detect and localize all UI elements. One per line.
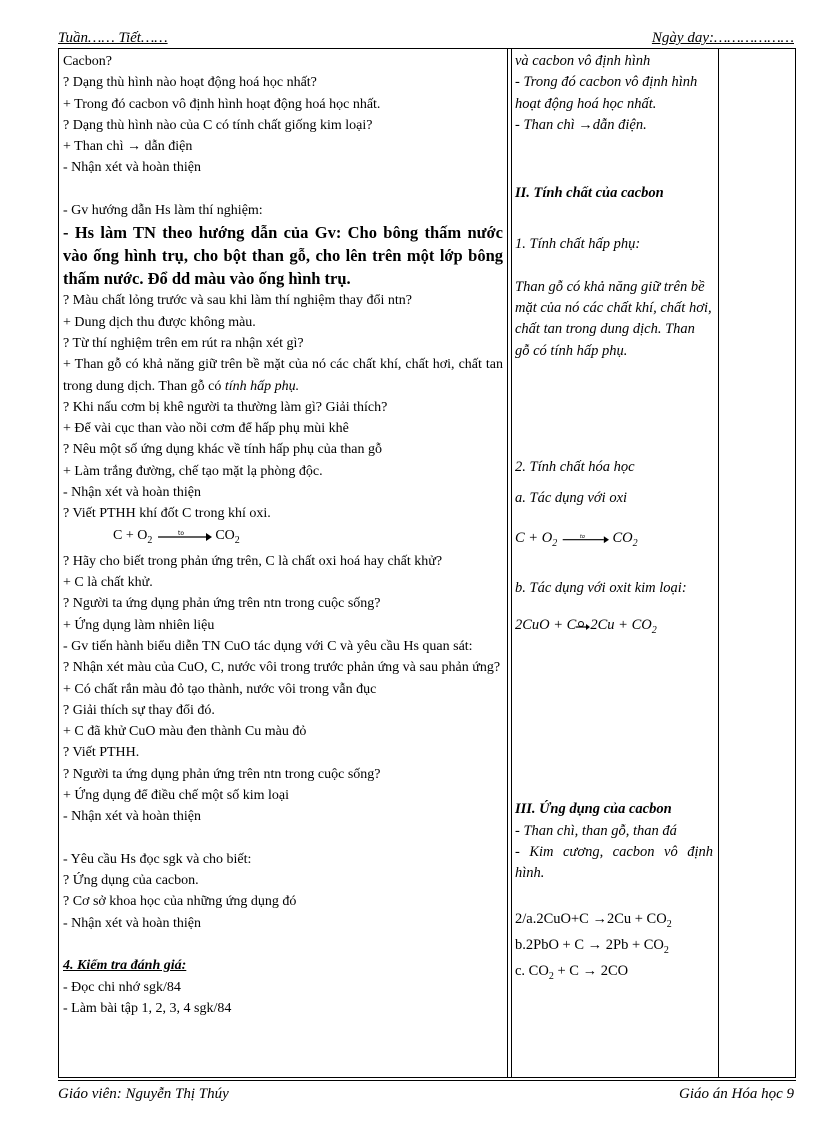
subscript: 2	[666, 918, 672, 930]
answer-text: 2/a.2CuO+C →2Cu + CO	[515, 910, 667, 927]
heat-arrow-icon	[576, 620, 590, 632]
text-line: - Đọc chi nhớ sgk/84	[63, 979, 181, 995]
text-line: + Than chì → dẫn điện	[63, 139, 193, 155]
text-line: - Nhận xét và hoàn thiện	[63, 915, 202, 931]
assessment-title: 4. Kiểm tra đánh giá:	[63, 958, 187, 974]
text-line: + Trong đó cacbon vô định hình hoạt động hoá học nhất.	[63, 96, 381, 112]
subsection-oxygen: a. Tác dụng với oxi	[515, 490, 628, 507]
text-line: ? Dạng thù hình nào hoạt động hoá học nhất?	[63, 75, 317, 91]
answer-text: + C → 2CO	[557, 962, 629, 979]
experiment-instruction: - Hs làm TN theo hướng dẫn của Gv: Cho bông thấm nước vào ống hình trụ, cho bột than gỗ, cho lên trên một lớp bông thấm nước. Đổ dd màu vào ống hình trụ.	[63, 223, 503, 289]
equation-reactants: 2CuO + C	[515, 617, 577, 634]
text-line: + Ứng dụng để điều chế một số kim loại	[63, 788, 290, 803]
subscript: 2	[548, 970, 554, 982]
text-line: ? Viết PTHH khí đốt C trong khí oxi.	[63, 506, 271, 522]
text-line: - Nhận xét và hoàn thiện	[63, 485, 202, 501]
text-line: - Nhận xét và hoàn thiện	[63, 809, 202, 825]
text-line: ? Dạng thù hình nào của C có tính chất giống kim loại?	[63, 117, 373, 133]
text-line: ? Giải thích sự thay đổi đó.	[63, 702, 215, 718]
adsorption-text: + Than gỗ có khả năng giữ trên bề mặt của nó các chất khí, chất hơi, chất tan trong dung dịch. Than gỗ có	[63, 357, 503, 394]
text-line: ? Màu chất lỏng trước và sau khi làm thí nghiệm thay đổi ntn?	[63, 293, 412, 309]
section-heading-applications: III. Ứng dụng của cacbon	[515, 801, 672, 818]
text-line: + Làm trắng đường, chế tạo mặt lạ phòng độc.	[63, 463, 323, 479]
equation-copper-oxide	[515, 615, 713, 641]
text-line: - Trong đó cacbon vô định hình hoạt động hoá học nhất.	[515, 74, 698, 112]
equation-product: CO	[215, 527, 235, 543]
subscript: 2	[552, 537, 558, 549]
subsection-adsorption: 1. Tính chất hấp phụ:	[515, 236, 641, 253]
footer-teacher: Giáo viên: Nguyễn Thị Thúy	[58, 1086, 229, 1102]
text-line: - Gv tiến hành biểu diễn TN CuO tác dụng với C và yêu cầu Hs quan sát:	[63, 638, 473, 654]
text-line: ? Hãy cho biết trong phản ứng trên, C là chất oxi hoá hay chất khử?	[63, 553, 443, 569]
text-line: + C đã khử CuO màu đen thành Cu màu đỏ	[63, 724, 307, 740]
text-line: Cacbon?	[63, 54, 112, 69]
page-footer	[58, 1080, 796, 1105]
text-line: - Gv hướng dẫn Hs làm thí nghiệm:	[63, 203, 263, 219]
content-column	[515, 51, 713, 987]
text-line: + C là chất khử.	[63, 575, 153, 591]
subsection-chemical: 2. Tính chất hóa học	[515, 459, 635, 476]
svg-text:to: to	[579, 534, 585, 541]
text-line: + Ứng dụng làm nhiên liệu	[63, 617, 215, 633]
text-line	[63, 354, 503, 397]
text-line: - Yêu cầu Hs đọc sgk và cho biết:	[63, 851, 252, 867]
column-divider	[511, 49, 512, 1077]
subscript: 2	[147, 534, 153, 546]
exercise-answer-c	[515, 961, 713, 987]
equation-product: 2Cu + CO	[590, 617, 652, 634]
text-line: ? Cơ sở khoa học của những ứng dụng đó	[63, 894, 297, 910]
equation-product: CO	[612, 529, 633, 546]
subsection-metal-oxide: b. Tác dụng với oxit kim loại:	[515, 579, 687, 596]
text-line: ? Ứng dụng của cacbon.	[63, 873, 199, 889]
adsorption-summary: Than gỗ có khả năng giữ trên bề mặt của nó các chất khí, chất hơi, chất tan trong dung dịch. Than gỗ có tính hấp phụ.	[515, 278, 712, 359]
equation-reactants: C + O	[515, 529, 553, 546]
header-week-lesson: Tuần…… Tiết……	[58, 30, 168, 46]
text-line: - Than chì, than gỗ, than đá	[515, 822, 677, 839]
assessment-heading	[63, 955, 503, 976]
adsorption-term: tính hấp phụ.	[224, 378, 300, 394]
subscript: 2	[234, 534, 240, 546]
text-line: + Để vài cục than vào nồi cơm để hấp phụ mùi khê	[63, 421, 349, 437]
text-line: ? Viết PTHH.	[63, 745, 140, 761]
equation-carbon-oxygen-summary	[515, 528, 713, 554]
text-line: - Làm bài tập 1, 2, 3, 4 sgk/84	[63, 1000, 232, 1016]
text-line: - Nhận xét và hoàn thiện	[63, 160, 202, 176]
subscript: 2	[632, 537, 638, 549]
text-line: ? Nêu một số ứng dụng khác về tính hấp phụ của than gỗ	[63, 442, 383, 458]
header-teaching-date: Ngày day:………………	[651, 30, 794, 46]
text-line: ? Người ta ứng dụng phản ứng trên ntn trong cuộc sống?	[63, 596, 381, 612]
text-line: + Dung dịch thu được không màu.	[63, 314, 256, 330]
equation-reactants: C + O	[113, 527, 148, 543]
subscript: 2	[651, 625, 657, 637]
text-line: ? Từ thí nghiệm trên em rút ra nhận xét gì?	[63, 335, 304, 351]
activities-column	[63, 51, 503, 1019]
text-line: ? Người ta ứng dụng phản ứng trên ntn trong cuộc sống?	[63, 766, 381, 782]
section-heading-properties: II. Tính chất của cacbon	[515, 184, 664, 201]
text-line: ? Khi nấu cơm bị khê người ta thường làm gì? Giải thích?	[63, 399, 388, 415]
text-line: ? Nhận xét màu của CuO, C, nước vôi trong trước phản ứng và sau phản ứng?	[63, 660, 501, 676]
text-line: - Than chì →dẫn điện.	[515, 116, 647, 133]
exercise-answer-b	[515, 935, 713, 961]
answer-text: c. CO	[515, 962, 549, 979]
footer-subject: Giáo án Hóa học 9	[679, 1086, 794, 1102]
exercise-answer-a	[515, 909, 713, 935]
answer-text: b.2PbO + C → 2Pb + CO	[515, 936, 664, 953]
subscript: 2	[663, 944, 669, 956]
reaction-arrow-icon	[561, 531, 609, 545]
text-line: và cacbon vô định hình	[515, 53, 651, 69]
column-divider	[507, 49, 508, 1077]
reaction-arrow-icon	[156, 528, 212, 542]
column-divider	[718, 49, 719, 1077]
svg-text:to: to	[177, 530, 184, 538]
page-header	[58, 28, 796, 49]
text-line: - Kim cương, cacbon vô định hình.	[515, 843, 713, 882]
text-line: + Có chất rắn màu đỏ tạo thành, nước vôi trong vẫn đục	[63, 681, 377, 697]
lesson-table	[58, 48, 796, 1078]
equation-carbon-oxygen	[63, 525, 503, 551]
